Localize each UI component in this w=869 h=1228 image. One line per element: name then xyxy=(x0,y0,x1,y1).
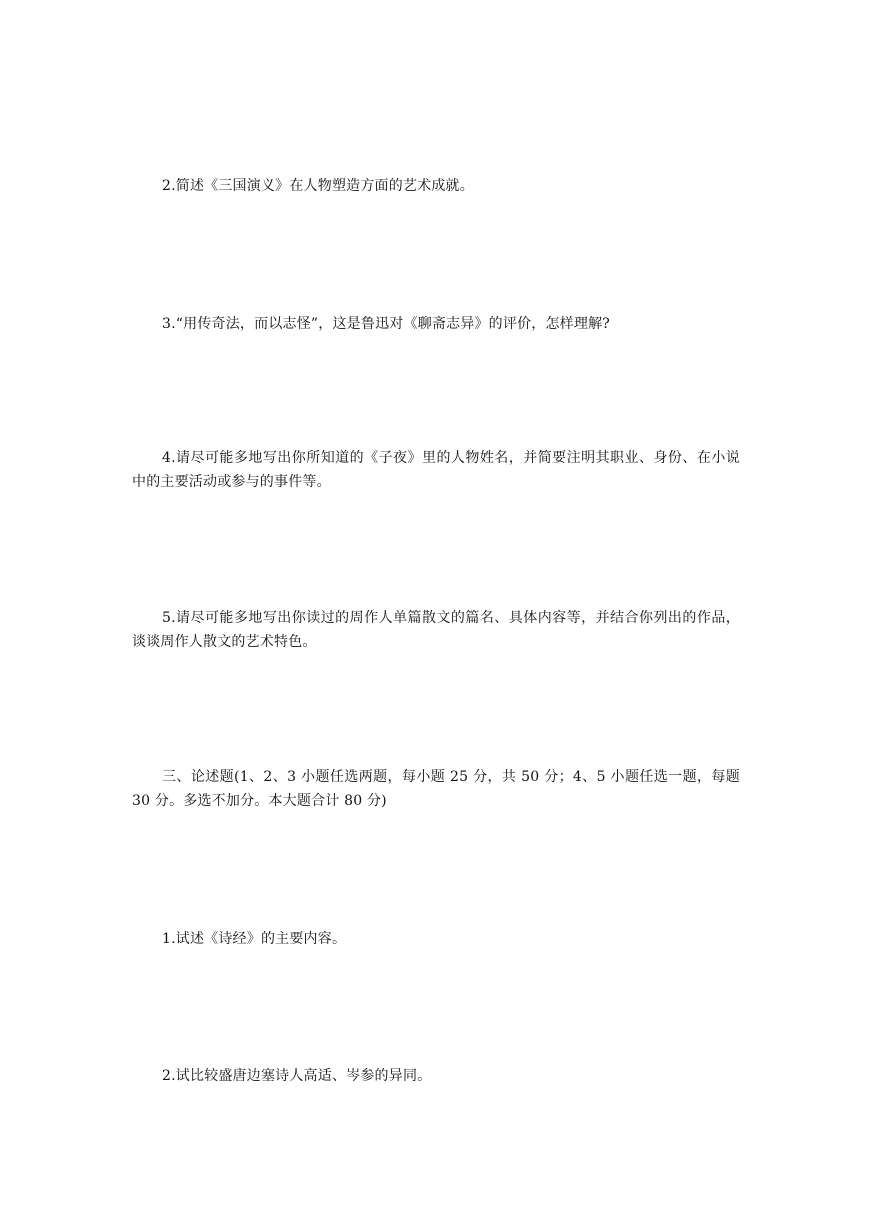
question-3-liaozhai: 3.“用传奇法，而以志怪”，这是鲁迅对《聊斋志异》的评价，怎样理解? xyxy=(162,316,610,332)
essay-question-2-biansai: 2.试比较盛唐边塞诗人高适、岑参的异同。 xyxy=(162,1068,432,1084)
question-2-sanguo: 2.简述《三国演义》在人物塑造方面的艺术成就。 xyxy=(162,178,474,194)
question-5-zhouzuoren: 5.请尽可能多地写出你读过的周作人单篇散文的篇名、具体内容等，并结合你列出的作品，谈谈周作人散文的艺术特色。 xyxy=(132,610,740,650)
section-3-heading: 三、论述题(1、2、3 小题任选两题，每小题 25 分，共 50 分；4、5 小题任选一题，每题 30 分。多选不加分。本大题合计 80 分) xyxy=(132,769,740,809)
question-4-ziye: 4.请尽可能多地写出你所知道的《子夜》里的人物姓名，并简要注明其职业、身份、在小说中的主要活动或参与的事件等。 xyxy=(132,450,740,490)
essay-question-1-shijing: 1.试述《诗经》的主要内容。 xyxy=(162,931,347,947)
